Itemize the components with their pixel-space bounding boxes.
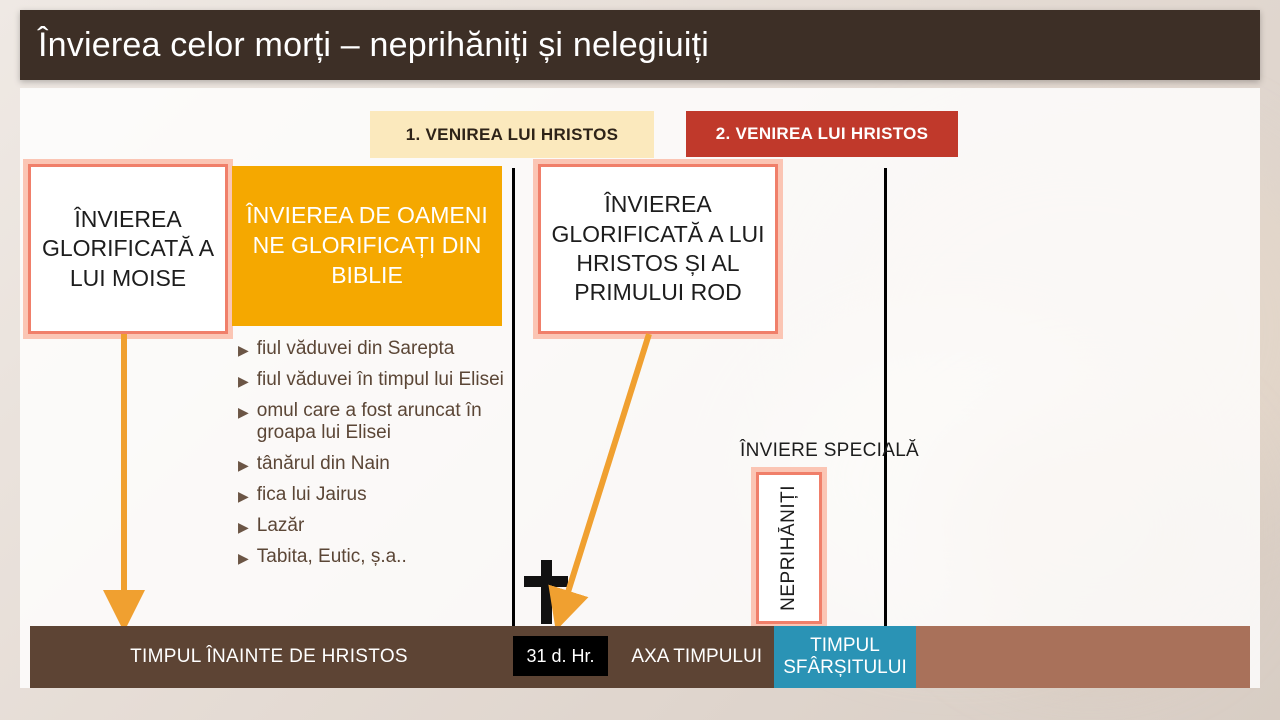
triangle-bullet-icon: ▶ bbox=[238, 550, 249, 567]
bullet-list bbox=[238, 338, 510, 577]
list-item-label: tânărul din Nain bbox=[256, 453, 390, 475]
list-item-label: fica lui Jairus bbox=[256, 484, 367, 506]
timeline-segment-before-christ: TIMPUL ÎNAINTE DE HRISTOS bbox=[30, 626, 508, 688]
timeline-segment-axis: AXA TIMPULUI bbox=[508, 626, 774, 688]
triangle-bullet-icon: ▶ bbox=[238, 457, 249, 474]
box-resurrection-bible: ÎNVIEREA DE OAMENI NE GLORIFICAȚI DIN BIBLIE bbox=[232, 166, 502, 326]
box-righteous-label: NEPRIHĂNIȚI bbox=[778, 485, 799, 611]
triangle-bullet-icon: ▶ bbox=[238, 373, 249, 390]
era-label-first-coming: 1. VENIREA LUI HRISTOS bbox=[370, 111, 654, 158]
triangle-bullet-icon: ▶ bbox=[238, 404, 249, 421]
box-righteous bbox=[756, 472, 822, 624]
era-label-second-coming: 2. VENIREA LUI HRISTOS bbox=[686, 111, 958, 157]
list-item bbox=[238, 515, 510, 537]
triangle-bullet-icon: ▶ bbox=[238, 342, 249, 358]
timeline-bar bbox=[30, 626, 1250, 688]
timeline-segment-after bbox=[916, 626, 1250, 688]
list-item-label: fiul văduvei în timpul lui Elisei bbox=[256, 369, 504, 391]
timeline-segment-end-time: TIMPUL SFÂRȘITULUI bbox=[774, 626, 916, 688]
list-item-label: fiul văduvei din Sarepta bbox=[256, 338, 455, 359]
page-title: Învierea celor morți – neprihăniți și nelegiuiți bbox=[38, 25, 710, 64]
list-item bbox=[238, 484, 510, 506]
label-special-resurrection: ÎNVIERE SPECIALĂ bbox=[740, 440, 920, 461]
list-item-label: Tabita, Eutic, ș.a.. bbox=[256, 546, 407, 568]
triangle-bullet-icon: ▶ bbox=[238, 519, 249, 536]
timeline-date-badge: 31 d. Hr. bbox=[513, 636, 608, 676]
list-item bbox=[238, 369, 510, 391]
triangle-bullet-icon: ▶ bbox=[238, 488, 249, 505]
list-item bbox=[238, 546, 510, 568]
box-resurrection-moses: ÎNVIEREA GLORIFICATĂ A LUI MOISE bbox=[28, 164, 228, 334]
box-resurrection-christ: ÎNVIEREA GLORIFICATĂ A LUI HRISTOS ȘI AL PRIMULUI ROD bbox=[538, 164, 778, 334]
title-bar bbox=[20, 10, 1260, 80]
list-item bbox=[238, 338, 510, 360]
divider-second-coming bbox=[884, 168, 887, 626]
divider-first-coming bbox=[512, 168, 515, 626]
list-item bbox=[238, 400, 510, 444]
list-item-label: Lazăr bbox=[256, 515, 305, 537]
list-item-label: omul care a fost aruncat în groapa lui Elisei bbox=[256, 400, 482, 444]
cross-icon bbox=[524, 560, 568, 624]
list-item bbox=[238, 453, 510, 475]
